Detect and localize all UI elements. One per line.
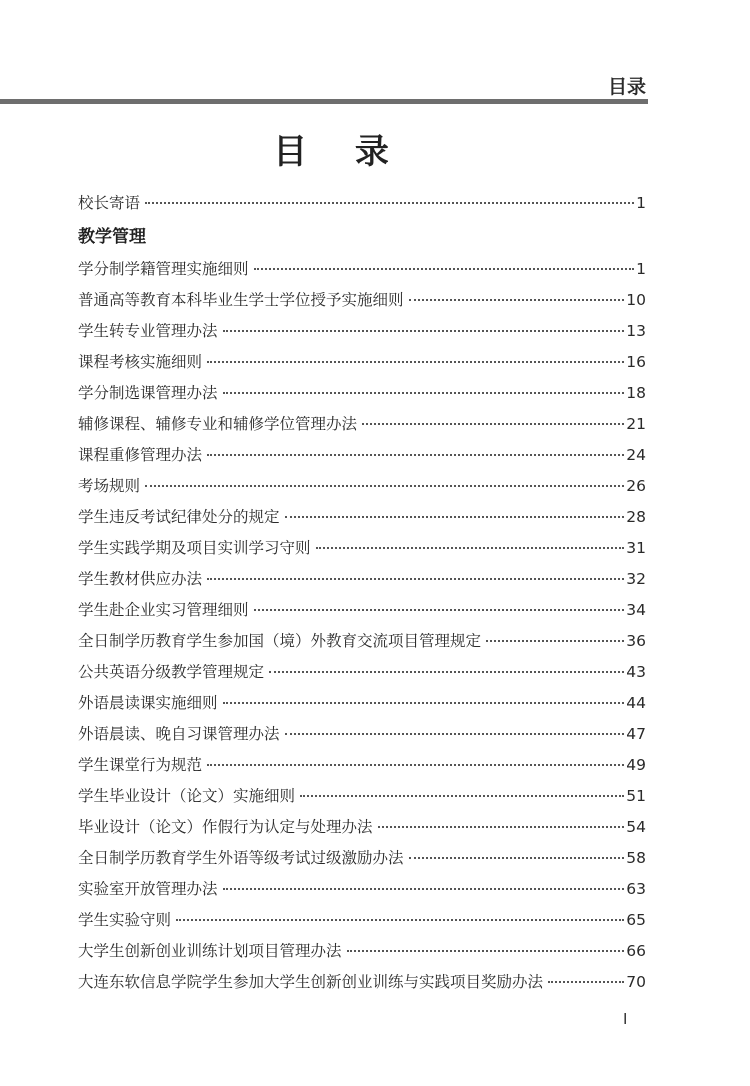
toc-entry-title: 课程考核实施细则 bbox=[78, 353, 203, 371]
dot-leader bbox=[207, 764, 624, 766]
toc-entry-page: 16 bbox=[626, 353, 646, 371]
dot-leader bbox=[269, 671, 624, 673]
dot-leader bbox=[207, 578, 624, 580]
toc-entry-page: 51 bbox=[626, 787, 646, 805]
toc-entry-page: 26 bbox=[626, 477, 646, 495]
dot-leader bbox=[207, 361, 624, 363]
dot-leader bbox=[548, 981, 624, 983]
toc-entry[interactable] bbox=[78, 378, 646, 409]
toc-entry-title: 外语晨读、晚自习课管理办法 bbox=[78, 725, 280, 743]
toc-entry[interactable] bbox=[78, 688, 646, 719]
toc-entry-page: 44 bbox=[626, 694, 646, 712]
toc-entry-title: 普通高等教育本科毕业生学士学位授予实施细则 bbox=[78, 291, 404, 309]
dot-leader bbox=[223, 888, 625, 890]
toc-entry[interactable] bbox=[78, 936, 646, 967]
toc-entry[interactable] bbox=[78, 471, 646, 502]
toc-entry-title: 学生实验守则 bbox=[78, 911, 172, 929]
toc-entry[interactable] bbox=[78, 812, 646, 843]
toc-entry[interactable] bbox=[78, 905, 646, 936]
toc-entry-page: 18 bbox=[626, 384, 646, 402]
toc-entry-page: 47 bbox=[626, 725, 646, 743]
section-heading: 教学管理 bbox=[78, 227, 146, 247]
toc-entry[interactable] bbox=[78, 781, 646, 812]
toc-entry-title: 学生赴企业实习管理细则 bbox=[78, 601, 249, 619]
toc-entry-title: 公共英语分级教学管理规定 bbox=[78, 663, 265, 681]
toc-entry[interactable] bbox=[78, 564, 646, 595]
toc-entry-title: 全日制学历教育学生参加国（境）外教育交流项目管理规定 bbox=[78, 632, 482, 650]
toc-entry[interactable] bbox=[78, 254, 646, 285]
toc-entry-title: 学生实践学期及项目实训学习守则 bbox=[78, 539, 311, 557]
dot-leader bbox=[223, 392, 625, 394]
toc-entry-title: 学生课堂行为规范 bbox=[78, 756, 203, 774]
toc-entry-title: 校长寄语 bbox=[78, 194, 141, 212]
toc-entry-page: 31 bbox=[626, 539, 646, 557]
toc-section-list bbox=[78, 254, 646, 998]
toc-entry-title: 学生违反考试纪律处分的规定 bbox=[78, 508, 280, 526]
toc-entry[interactable] bbox=[78, 285, 646, 316]
toc-entry-page: 63 bbox=[626, 880, 646, 898]
dot-leader bbox=[409, 857, 625, 859]
toc-entry[interactable] bbox=[78, 316, 646, 347]
toc-entry[interactable] bbox=[78, 626, 646, 657]
toc-entry-page: 28 bbox=[626, 508, 646, 526]
toc-entry[interactable] bbox=[78, 409, 646, 440]
dot-leader bbox=[409, 299, 625, 301]
toc-entry[interactable] bbox=[78, 533, 646, 564]
dot-leader bbox=[300, 795, 624, 797]
toc-entry-page: 21 bbox=[626, 415, 646, 433]
toc-entry[interactable] bbox=[78, 347, 646, 378]
toc-entry-page: 43 bbox=[626, 663, 646, 681]
toc-entry-title: 毕业设计（论文）作假行为认定与处理办法 bbox=[78, 818, 373, 836]
dot-leader bbox=[378, 826, 625, 828]
toc-entry-page: 1 bbox=[636, 194, 646, 212]
toc-entry[interactable] bbox=[78, 502, 646, 533]
toc-entry-title: 课程重修管理办法 bbox=[78, 446, 203, 464]
toc-entry-title: 大连东软信息学院学生参加大学生创新创业训练与实践项目奖励办法 bbox=[78, 973, 544, 991]
toc-entry-page: 34 bbox=[626, 601, 646, 619]
toc-entry-page: 24 bbox=[626, 446, 646, 464]
toc-entry-page: 49 bbox=[626, 756, 646, 774]
dot-leader bbox=[254, 609, 625, 611]
toc-entry[interactable] bbox=[78, 595, 646, 626]
toc-entry-title: 大学生创新创业训练计划项目管理办法 bbox=[78, 942, 342, 960]
toc-entry-page: 58 bbox=[626, 849, 646, 867]
toc-entry-title: 全日制学历教育学生外语等级考试过级激励办法 bbox=[78, 849, 404, 867]
dot-leader bbox=[176, 919, 624, 921]
toc-entry-page: 54 bbox=[626, 818, 646, 836]
toc-entry-title: 考场规则 bbox=[78, 477, 141, 495]
toc-entry-title: 学生转专业管理办法 bbox=[78, 322, 218, 340]
running-header: 目录 bbox=[607, 76, 646, 98]
toc-entry-page: 10 bbox=[626, 291, 646, 309]
toc-entry-title: 外语晨读课实施细则 bbox=[78, 694, 218, 712]
toc-entry-page: 36 bbox=[626, 632, 646, 650]
dot-leader bbox=[223, 330, 625, 332]
toc-entry[interactable] bbox=[78, 657, 646, 688]
toc-entry-page: 13 bbox=[626, 322, 646, 340]
page-title: 目 录 bbox=[273, 132, 407, 172]
toc-entry-page: 65 bbox=[626, 911, 646, 929]
dot-leader bbox=[254, 268, 635, 270]
toc-entry[interactable] bbox=[78, 719, 646, 750]
table-of-contents bbox=[78, 188, 646, 998]
dot-leader bbox=[145, 485, 624, 487]
dot-leader bbox=[362, 423, 624, 425]
toc-entry[interactable] bbox=[78, 843, 646, 874]
dot-leader bbox=[285, 733, 625, 735]
toc-entry-page: 1 bbox=[636, 260, 646, 278]
toc-entry[interactable] bbox=[78, 440, 646, 471]
toc-entry-title: 学分制选课管理办法 bbox=[78, 384, 218, 402]
dot-leader bbox=[207, 454, 624, 456]
dot-leader bbox=[316, 547, 625, 549]
toc-entry-page: 70 bbox=[626, 973, 646, 991]
toc-entry-title: 辅修课程、辅修专业和辅修学位管理办法 bbox=[78, 415, 358, 433]
dot-leader bbox=[223, 702, 625, 704]
toc-entry-page: 66 bbox=[626, 942, 646, 960]
toc-entry[interactable] bbox=[78, 750, 646, 781]
toc-entry[interactable] bbox=[78, 188, 646, 219]
dot-leader bbox=[347, 950, 625, 952]
page-number: I bbox=[623, 1010, 628, 1028]
dot-leader bbox=[486, 640, 624, 642]
dot-leader bbox=[145, 202, 634, 204]
header-rule bbox=[0, 99, 648, 104]
toc-entry-title: 实验室开放管理办法 bbox=[78, 880, 218, 898]
toc-entry-page: 32 bbox=[626, 570, 646, 588]
toc-entry-title: 学生毕业设计（论文）实施细则 bbox=[78, 787, 296, 805]
dot-leader bbox=[285, 516, 625, 518]
toc-entry-title: 学生教材供应办法 bbox=[78, 570, 203, 588]
toc-entry-title: 学分制学籍管理实施细则 bbox=[78, 260, 249, 278]
toc-entry[interactable] bbox=[78, 967, 646, 998]
toc-entry[interactable] bbox=[78, 874, 646, 905]
